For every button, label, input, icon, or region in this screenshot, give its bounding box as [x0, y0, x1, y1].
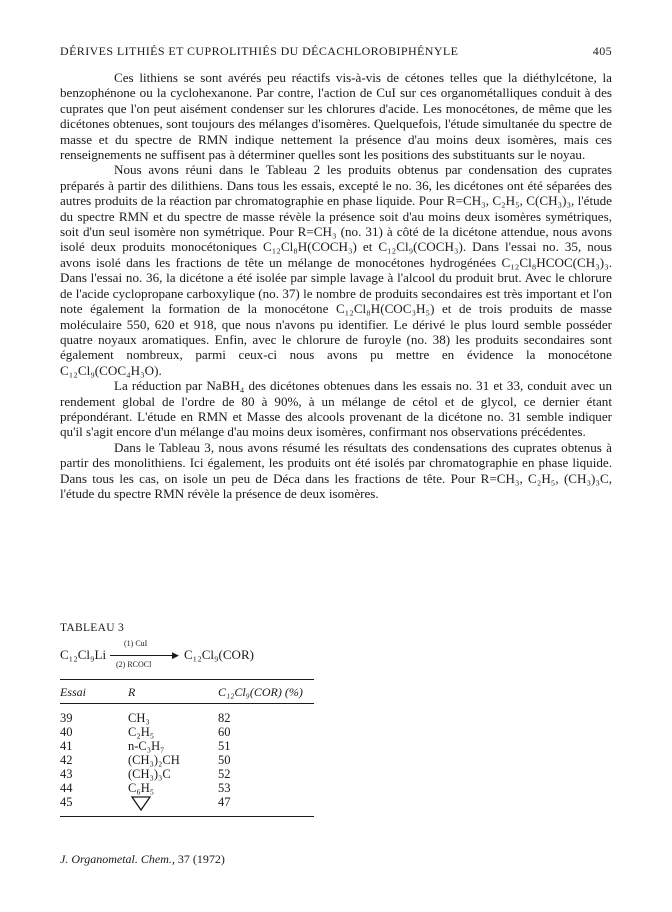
table-bottom-rule: [60, 816, 314, 817]
table-cell-essai: 45: [60, 795, 73, 809]
table-cell-yield: 53: [218, 781, 231, 795]
table-cell-essai: 42: [60, 753, 73, 767]
reaction-scheme: [60, 638, 360, 672]
table-cell-essai: 41: [60, 739, 73, 753]
column-header-essai: Essai: [60, 685, 87, 699]
table-cell-essai: 43: [60, 767, 73, 781]
table-cell-r: CH₃: [128, 711, 150, 725]
table-cell-r: (CH₃)₃C: [128, 767, 171, 781]
table-cell-r: n-C₃H₇: [128, 739, 165, 753]
table-header-rule: [60, 703, 314, 704]
product-formula: C₁₂Cl₉(COR): [184, 647, 254, 662]
table-cell-yield: 47: [218, 795, 231, 809]
journal-citation: [60, 852, 225, 867]
page-number: 405: [592, 44, 612, 58]
table-cell-r: C₆H₅: [128, 781, 155, 795]
arrowhead-icon: ▶: [172, 650, 179, 660]
table-cell-yield: 50: [218, 753, 231, 767]
column-header-yield: C₁₂Cl₉(COR) (%): [218, 685, 303, 699]
reagent-step-2: (2) RCOCl: [116, 660, 152, 669]
table-cell-essai: 44: [60, 781, 73, 795]
paragraph: Dans le Tableau 3, nous avons résumé les résultats des condensations des cuprates obtenus à partir des monolithiens. Ici également, les produits ont été isolés par chromatographie en phase liquide. Dans tous les cas, on isole un peu de Déca dans les fractions de tête. Pour R=CH₃, C₂H₅, (CH₃)₃C, l'étude du spectre RMN révèle la présence de deux isomères.: [60, 439, 612, 501]
table-title: TABLEAU 3: [60, 622, 125, 634]
reagent-step-1: (1) CuI: [124, 639, 148, 648]
paragraph: La réduction par NaBH₄ des dicétones obtenues dans les essais no. 31 et 33, conduit avec un rendement global de l'ordre de 80 à 90%, à un mélange de cétol et de glycol, ce dernier étant prépondérant. L'étude en RMN et Masse des alcools provenant de la dicétone no. 31 semble indiquer qu'il s'agit encore d'un mélange d'au moins deux isomères, confirmant nos observations précédentes.: [60, 378, 612, 440]
journal-volume: 37 (1972): [177, 852, 225, 866]
reaction-arrow: [110, 655, 176, 656]
column-header-r: R: [128, 685, 136, 699]
table-cell-yield: 82: [218, 711, 231, 725]
table-top-rule: [60, 679, 314, 680]
table-cell-yield: 51: [218, 739, 231, 753]
table-cell-yield: 52: [218, 767, 231, 781]
page-header: [60, 44, 612, 62]
table-cell-essai: 40: [60, 725, 73, 739]
reactant-formula: C₁₂Cl₉Li: [60, 647, 107, 662]
paragraph: Ces lithiens se sont avérés peu réactifs vis-à-vis de cétones telles que la diéthylcétone, la benzophénone ou la cyclohexanone. Par contre, l'action de CuI sur ces organométalliques conduit à des cuprates que l'on peut aisément condenser sur les chlorures d'acide. Les monocétones, de même que les dicétones obtenues, sont toujours des mélanges d'isomères. Quelquefois, l'étude simultanée du spectre de masse et du spectre de RMN indique nettement la présence d'au moins deux isomères, mais ces renseignements ne suffisent pas à déterminer quelles sont les positions des substituants sur le noyau.: [60, 70, 612, 163]
paragraph: Nous avons réuni dans le Tableau 2 les produits obtenus par condensation des cuprates préparés à partir des dilithiens. Dans tous les essais, excepté le no. 36, les dicétones ont été séparées des autres produits de la réaction par chromatographie en phase liquide. Pour R=CH₃, C₂H₅, C(CH₃)₃, l'étude du spectre RMN et du spectre de masse révèle la présence soit d'au moins deux isomères symétriques, soit d'un seul isomère non symétrique. Pour R=CH₃ (no. 31) à côté de la dicétone attendue, nous avons isolé deux produits monocétoniques C₁₂Cl₈H(COCH₃) et C₁₂Cl₉(COCH₃). Dans l'essai no. 35, nous avons isolé dans les fractions de tête un mélange de monocétones hydrogénées C₁₂Cl₈HCOC(CH₃)₃. Dans l'essai no. 36, la dicétone a été isolée par simple lavage à l'alcool du produit brut. Avec le chlorure de l'acide cyclopropane carboxylique (no. 37) le nombre de produits secondaires est très important et l'on note également la formation de la monocétone C₁₂Cl₈H(COC₃H₅) et de trois produits de masse moléculaire 550, 620 et 918, que nous n'avons pu identifier. Le dérivé le plus lourd semble posséder quatre noyaux aromatiques. Enfin, avec le chlorure de furoyle (no. 38) les produits secondaires sont également nombreux, parmi ceux-ci nous avons pu mettre en évidence la monocétone C₁₂Cl₉(COC₄H₃O).: [60, 162, 612, 378]
table-cell-r: C₂H₅: [128, 725, 155, 739]
table-cell-r: (CH₃)₂CH: [128, 753, 180, 767]
table-cell-essai: 39: [60, 711, 73, 725]
body-text: [60, 70, 612, 501]
journal-name: J. Organometal. Chem.,: [60, 852, 175, 866]
cyclopropyl-triangle-icon: [130, 795, 152, 811]
table-cell-yield: 60: [218, 725, 231, 739]
running-title: DÉRIVES LITHIÉS ET CUPROLITHIÉS DU DÉCACHLOROBIPHÉNYLE: [60, 44, 459, 58]
